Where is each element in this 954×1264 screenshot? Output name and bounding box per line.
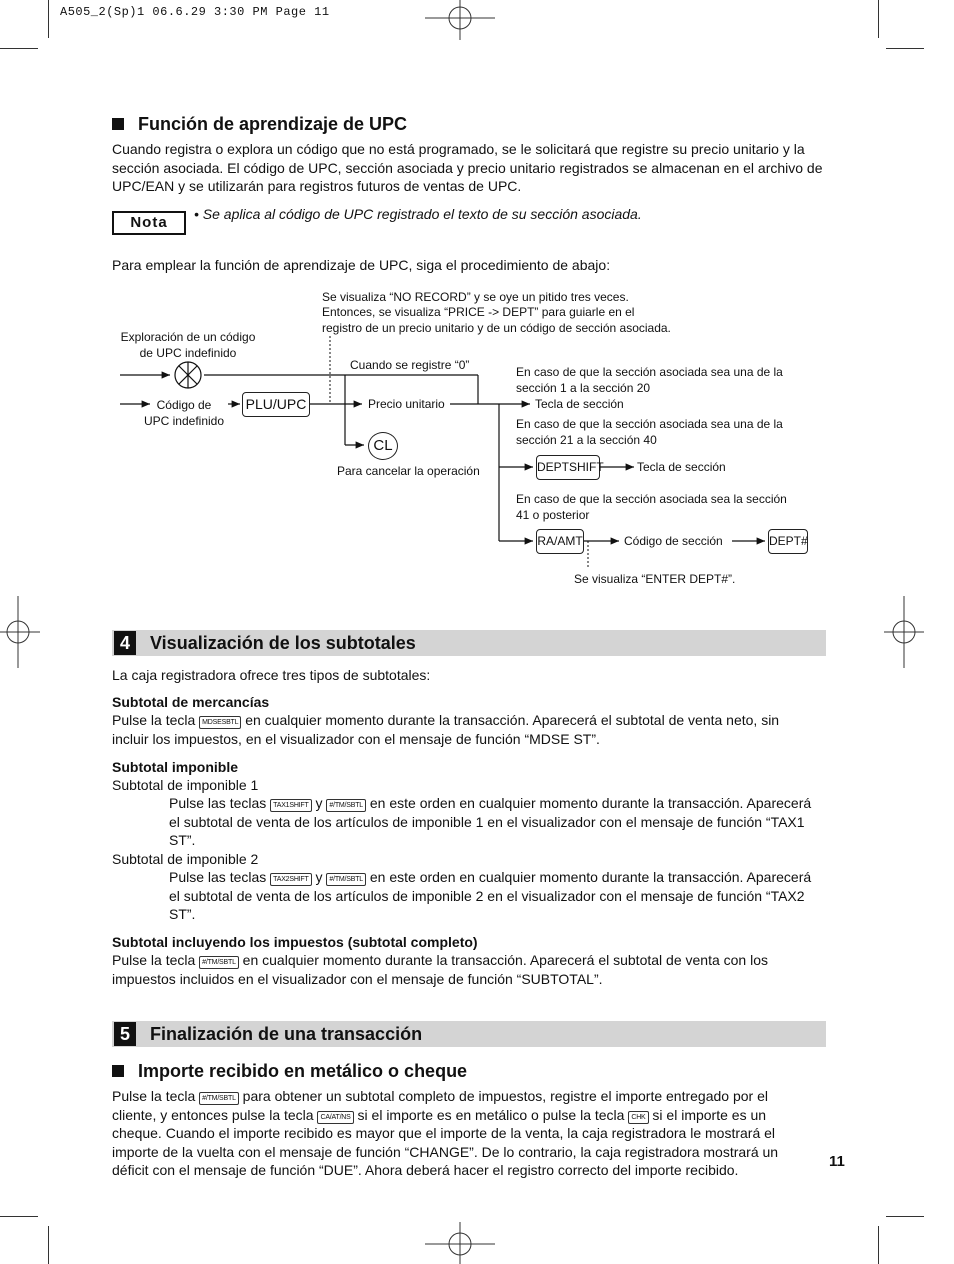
diagram-note-2: Entonces, se visualiza “PRICE -> DEPT” para guiarle en el [322, 305, 635, 319]
section-4-number: 4 [114, 631, 136, 655]
tm-sbtl-key[interactable]: #/TM/SBTL [326, 873, 366, 886]
print-header: A505_2(Sp)1 06.6.29 3:30 PM Page 11 [60, 5, 330, 19]
ca-at-ns-key[interactable]: CA/AT/NS [317, 1111, 353, 1124]
page-number: 11 [829, 1153, 845, 1170]
procedure-text: Para emplear la función de aprendizaje de UPC, siga el procedimiento de abajo: [112, 257, 611, 273]
taxable-title: Subtotal imponible [112, 759, 238, 775]
nota-badge: Nota [112, 211, 186, 235]
tm-sbtl-key[interactable]: #/TM/SBTL [199, 1092, 239, 1105]
ra-amt-key[interactable]: RA/AMT [536, 529, 584, 554]
section-5-title: Finalización de una transacción [150, 1024, 423, 1044]
scan-label: Exploración de un código de UPC indefinido [120, 330, 256, 360]
when-zero-label: Cuando se registre “0” [350, 358, 470, 372]
unit-price-label: Precio unitario [368, 397, 445, 411]
tax1shift-key[interactable]: TAX1SHIFT [270, 799, 311, 812]
cash-check-title: Importe recibido en metálico o cheque [112, 1061, 467, 1082]
dept-code-label: Código de sección [624, 534, 723, 548]
full-subtotal-title: Subtotal incluyendo los impuestos (subtotal completo) [112, 934, 478, 950]
deptshift-key[interactable]: DEPTSHIFT [536, 455, 600, 480]
diagram-note-3: registro de un precio unitario y de un código de sección asociada. [322, 321, 671, 335]
full-subtotal-text: Pulse la tecla #/TM/SBTL en cualquier momento durante la transacción. Aparecerá el subtotal de venta con los impuestos incluidos en el visualizador con el mensaje de función “SUBTOTAL”. [112, 952, 768, 987]
dept-key-label-2: Tecla de sección [637, 460, 726, 474]
cash-check-text: Pulse la tecla #/TM/SBTL para obtener un subtotal completo de impuestos, registre el importe entregado por el cliente, y entonces pulse la tecla CA/AT/NS si el importe es en metálico o pulse la tecla CHK si el importe es un cheque. Cuando el importe recibido es mayor que el importe de la venta, la caja registradora le mostrará el importe de la vuelta con el mensaje de función “CHANGE”. De lo contrario, la caja registradora mostrará un déficit con el mensaje de función “DUE”. Ahora deberá hacer el registro correcto del importe recibido. [112, 1088, 779, 1178]
case1-label: En caso de que la sección asociada sea una de la sección 1 a la sección 20 [516, 365, 783, 395]
dept-key-label-1: Tecla de sección [535, 397, 624, 411]
merch-text: Pulse la tecla MDSESBTL en cualquier momento durante la transacción. Aparecerá el subtotal de venta neto, sin incluir los impuestos, en el visualizador con el mensaje de función “MDSE ST”. [112, 712, 780, 747]
plu-upc-key[interactable]: PLU/UPC [242, 392, 310, 417]
cancel-label: Para cancelar la operación [337, 464, 480, 478]
tax2-title: Subtotal de imponible 2 [112, 851, 259, 867]
tm-sbtl-key[interactable]: #/TM/SBTL [326, 799, 366, 812]
diagram-note-1: Se visualiza “NO RECORD” y se oye un pitido tres veces. [322, 290, 629, 304]
square-bullet-icon [112, 1065, 124, 1077]
section-4-title: Visualización de los subtotales [150, 633, 416, 653]
code-label: Código de UPC indefinido [143, 398, 225, 428]
tax1-text: Pulse las teclas TAX1SHIFT y #/TM/SBTL en este orden en cualquier momento durante la transacción. Aparecerá el subtotal de venta de los artículos de imponible 1 en el visualizador con el mensaje de función “TAX1 ST”. [169, 795, 812, 848]
scanner-icon [175, 362, 201, 388]
upc-intro: Cuando registra o explora un código que no está programado, se le solicitará que registre su precio unitario y la sección asociada. El código de UPC, sección asociada y precio unitario registrados se almacenan en el archivo de UPC/EAN y se utilizarán para registros futuros de ventas de UPC. [112, 141, 823, 194]
cl-key[interactable]: CL [368, 432, 398, 460]
enter-dept-label: Se visualiza “ENTER DEPT#”. [574, 572, 736, 586]
tm-sbtl-key[interactable]: #/TM/SBTL [199, 956, 239, 969]
dept-num-key[interactable]: DEPT# [768, 529, 808, 554]
section-5-number: 5 [114, 1022, 136, 1046]
case2-label: En caso de que la sección asociada sea una de la sección 21 a la sección 40 [516, 417, 783, 447]
case3-label: En caso de que la sección asociada sea la sección 41 o posterior [516, 492, 787, 522]
tax1-title: Subtotal de imponible 1 [112, 777, 259, 793]
merch-title: Subtotal de mercancías [112, 694, 270, 710]
tax2shift-key[interactable]: TAX2SHIFT [270, 873, 311, 886]
upc-section-title: Función de aprendizaje de UPC [112, 114, 407, 135]
tax2-text: Pulse las teclas TAX2SHIFT y #/TM/SBTL en este orden en cualquier momento durante la transacción. Aparecerá el subtotal de venta de los artículos de imponible 2 en el visualizador con el mensaje de función “TAX2 ST”. [169, 869, 812, 922]
subtotals-intro: La caja registradora ofrece tres tipos de subtotales: [112, 667, 431, 683]
mdsesbtl-key[interactable]: MDSESBTL [199, 716, 241, 729]
nota-text: • Se aplica al código de UPC registrado el texto de su sección asociada. [194, 206, 642, 222]
chk-key[interactable]: CHK [628, 1111, 648, 1124]
